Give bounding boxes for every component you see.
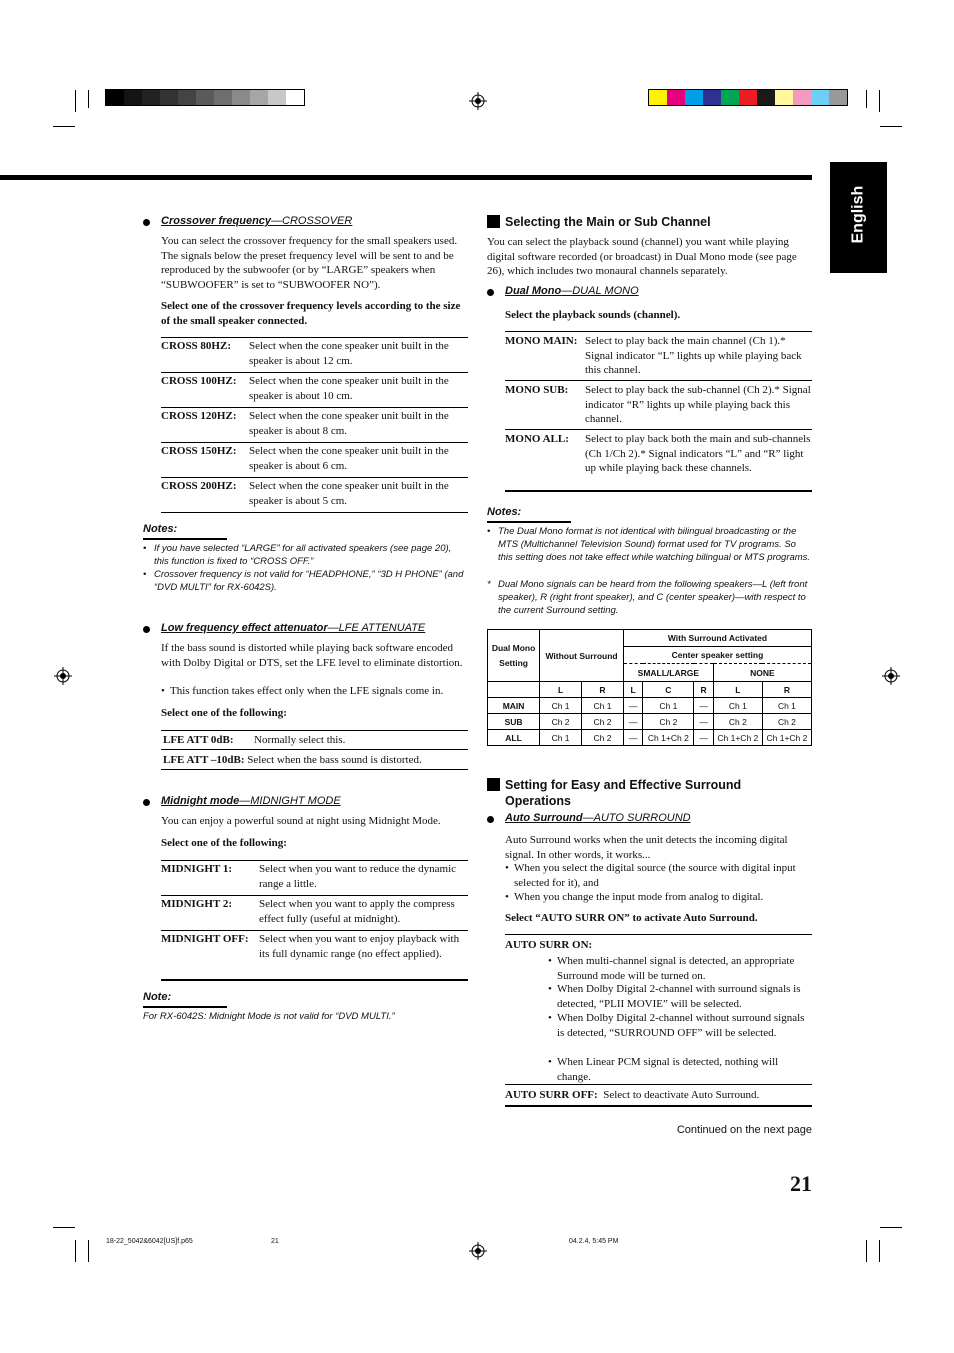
language-tab-label: English (849, 185, 867, 244)
registration-target-icon (469, 1242, 487, 1260)
header-rule (0, 175, 812, 180)
registration-target-icon (882, 667, 900, 685)
table-header-center: Center speaker setting (671, 650, 764, 660)
auto-off-row: AUTO SURR OFF: Select to deactivate Auto Surround. (505, 1089, 760, 1101)
bullet-icon (487, 816, 494, 823)
dual-mono-heading: Dual Mono—DUAL MONO (505, 285, 639, 297)
table-header-without: Without Surround (545, 650, 618, 661)
crossover-row: CROSS 100HZ: Select when the cone speaker unit built in the speaker is about 10 cm. (161, 374, 468, 408)
note-item: • The Dual Mono format is not identical with bilingual broadcasting or the MTS (Multichannel Television Sound) format used for TV programs. So this setting does not take effect while watching bilingual or MTS programs. (487, 526, 811, 563)
dual-mono-instruction: Select the playback sounds (channel). (505, 309, 681, 321)
midnight-heading: Midnight mode—MIDNIGHT MODE (161, 795, 341, 807)
footer-file: 18-22_5042&6042[US]f.p65 (106, 1238, 193, 1245)
lfe-heading: Low frequency effect attenuator—LFE ATTENUATE (161, 622, 426, 634)
auto-surround-heading: Auto Surround—AUTO SURROUND (505, 812, 691, 824)
note-item: • Crossover frequency is not valid for “HEADPHONE,” “3D H PHONE” (and “DVD MULTI” for RX-6042S). (143, 569, 464, 593)
crossover-row: CROSS 120HZ: Select when the cone speaker unit built in the speaker is about 8 cm. (161, 409, 468, 443)
table-row: ALL Ch 1 Ch 2 — Ch 1+Ch 2 — Ch 1+Ch 2 Ch 1+Ch 2 (488, 730, 812, 746)
auto-on-label: AUTO SURR ON: (505, 939, 593, 951)
lfe-instruction: Select one of the following: (161, 707, 287, 719)
dual-mono-row: MONO ALL: Select to play back both the main and sub-channels (Ch 1/Ch 2).* Signal indicators “L” and “R” light up while playing back these channels. (505, 432, 812, 492)
note-item: • If you have selected “LARGE” for all activated speakers (see page 20), this function is fixed to “CROSS OFF.” (143, 543, 452, 567)
midnight-row: MIDNIGHT OFF: Select when you want to enjoy playback with its full dynamic range (no effect applied). (161, 932, 468, 981)
section-square-icon (487, 215, 500, 228)
auto-on-bullet: • When Dolby Digital 2-channel with surround signals is detected, “PLII MOVIE” will be selected. (548, 983, 801, 1010)
midnight-row: MIDNIGHT 2: Select when you want to apply the compress effect fully (useful at midnight). (161, 897, 468, 931)
section-square-icon (487, 778, 500, 791)
table-header-setting: Dual Mono Setting (491, 642, 536, 668)
auto-bullet: • When you change the input mode from analog to digital. (505, 891, 764, 903)
midnight-body: You can enjoy a powerful sound at night using Midnight Mode. (161, 815, 441, 827)
main-sub-body: You can select the playback sound (channel) you want while playing digital software recorded (or broadcast) in Dual Mono mode (see page 26), which includes two monaural channels separately. (487, 236, 797, 277)
table-header-with: With Surround Activated (667, 633, 768, 643)
grayscale-bar (105, 89, 305, 106)
midnight-row: MIDNIGHT 1: Select when you want to reduce the dynamic range a little. (161, 862, 468, 896)
note-heading: Note: (143, 991, 172, 1003)
midnight-table (161, 862, 468, 981)
auto-on-bullet: • When multi-channel signal is detected, an appropriate Surround mode will be turned on. (548, 955, 795, 982)
bullet-icon (143, 626, 150, 633)
midnight-instruction: Select one of the following: (161, 837, 287, 849)
notes-heading: Notes: (143, 523, 178, 535)
lfe-row: LFE ATT 0dB: Normally select this. (163, 734, 346, 746)
color-bar (648, 89, 848, 106)
crossover-table (161, 339, 468, 513)
footer-page: 21 (271, 1238, 279, 1245)
lfe-bullet: • This function takes effect only when the LFE signals come in. (161, 685, 444, 697)
speaker-output-table: Dual Mono Setting Without Surround With Surround Activated Center speaker setting SMALL/LARGE NONE L R L C R L R MAIN Ch 1 Ch 1 — Ch 1 — Ch 1 Ch 1 SUB Ch 2 Ch 2 — Ch 2 — Ch 2 Ch 2 ALL Ch 1 Ch 2 — Ch 1+Ch 2 — Ch 1+Ch 2 Ch 1+Ch 2 (487, 629, 812, 746)
bullet-icon (143, 799, 150, 806)
registration-target-icon (469, 92, 487, 110)
auto-bullet: • When you select the digital source (the source with digital input selected for it), and (505, 862, 796, 889)
main-sub-heading: Selecting the Main or Sub Channel (505, 215, 711, 229)
auto-heading: Setting for Easy and Effective Surround Operations (505, 778, 742, 808)
note-item: For RX-6042S: Midnight Mode is not valid for “DVD MULTI.” (143, 1011, 395, 1022)
auto-instruction: Select “AUTO SURR ON” to activate Auto Surround. (505, 912, 758, 924)
bullet-icon (487, 289, 494, 296)
page-number: 21 (790, 1171, 812, 1196)
registration-target-icon (54, 667, 72, 685)
notes-heading: Notes: (487, 506, 522, 518)
language-tab (830, 162, 887, 273)
crossover-instruction: Select one of the crossover frequency levels according to the size of the small speaker connected. (161, 300, 461, 327)
crossover-row: CROSS 200HZ: Select when the cone speaker unit built in the speaker is about 5 cm. (161, 479, 468, 513)
footer-date: 04.2.4, 5:45 PM (569, 1238, 619, 1245)
note-item: * Dual Mono signals can be heard from the following speakers—L (left front speaker), R (right front speaker), and C (center speaker)—with respect to the current Surround setting. (487, 579, 808, 616)
auto-on-bullet: • When Linear PCM signal is detected, nothing will change. (548, 1056, 779, 1083)
auto-on-bullet: • When Dolby Digital 2-channel without surround signals is detected, “SURROUND OFF” will be selected. (548, 1012, 805, 1039)
dual-mono-row: MONO SUB: Select to play back the sub-channel (Ch 2).* Signal indicator “R” lights up while playing back this channel. (505, 383, 812, 430)
lfe-body: If the bass sound is distorted while playing back software encoded with Dolby Digital or DTS, set the LFE level to eliminate distortion. (161, 642, 463, 669)
crossover-body: You can select the crossover frequency for the small speakers used. The signals below the preset frequency level will be sent to and be reproduced by the subwoofer (or by “LARGE” speakers when “SUBWOOFER” is set to “SUBWOOFER NO”). (161, 235, 458, 291)
continued-label: Continued on the next page (676, 1124, 812, 1136)
crossover-row: CROSS 150HZ: Select when the cone speaker unit built in the speaker is about 6 cm. (161, 444, 468, 478)
crossover-row: CROSS 80HZ: Select when the cone speaker unit built in the speaker is about 12 cm. (161, 339, 468, 373)
bullet-icon (143, 219, 150, 226)
lfe-row: LFE ATT –10dB: Select when the bass sound is distorted. (163, 754, 422, 766)
table-row: SUB Ch 2 Ch 2 — Ch 2 — Ch 2 Ch 2 (488, 714, 812, 730)
dual-mono-row: MONO MAIN: Select to play back the main channel (Ch 1).* Signal indicator “L” lights up while playing back this channel. (505, 334, 812, 381)
crossover-heading: Crossover frequency—CROSSOVER (161, 215, 353, 227)
auto-body: Auto Surround works when the unit detects the incoming digital signal. In other words, it works... (505, 834, 788, 861)
table-row: MAIN Ch 1 Ch 1 — Ch 1 — Ch 1 Ch 1 (488, 698, 812, 714)
dual-mono-table (505, 334, 812, 492)
